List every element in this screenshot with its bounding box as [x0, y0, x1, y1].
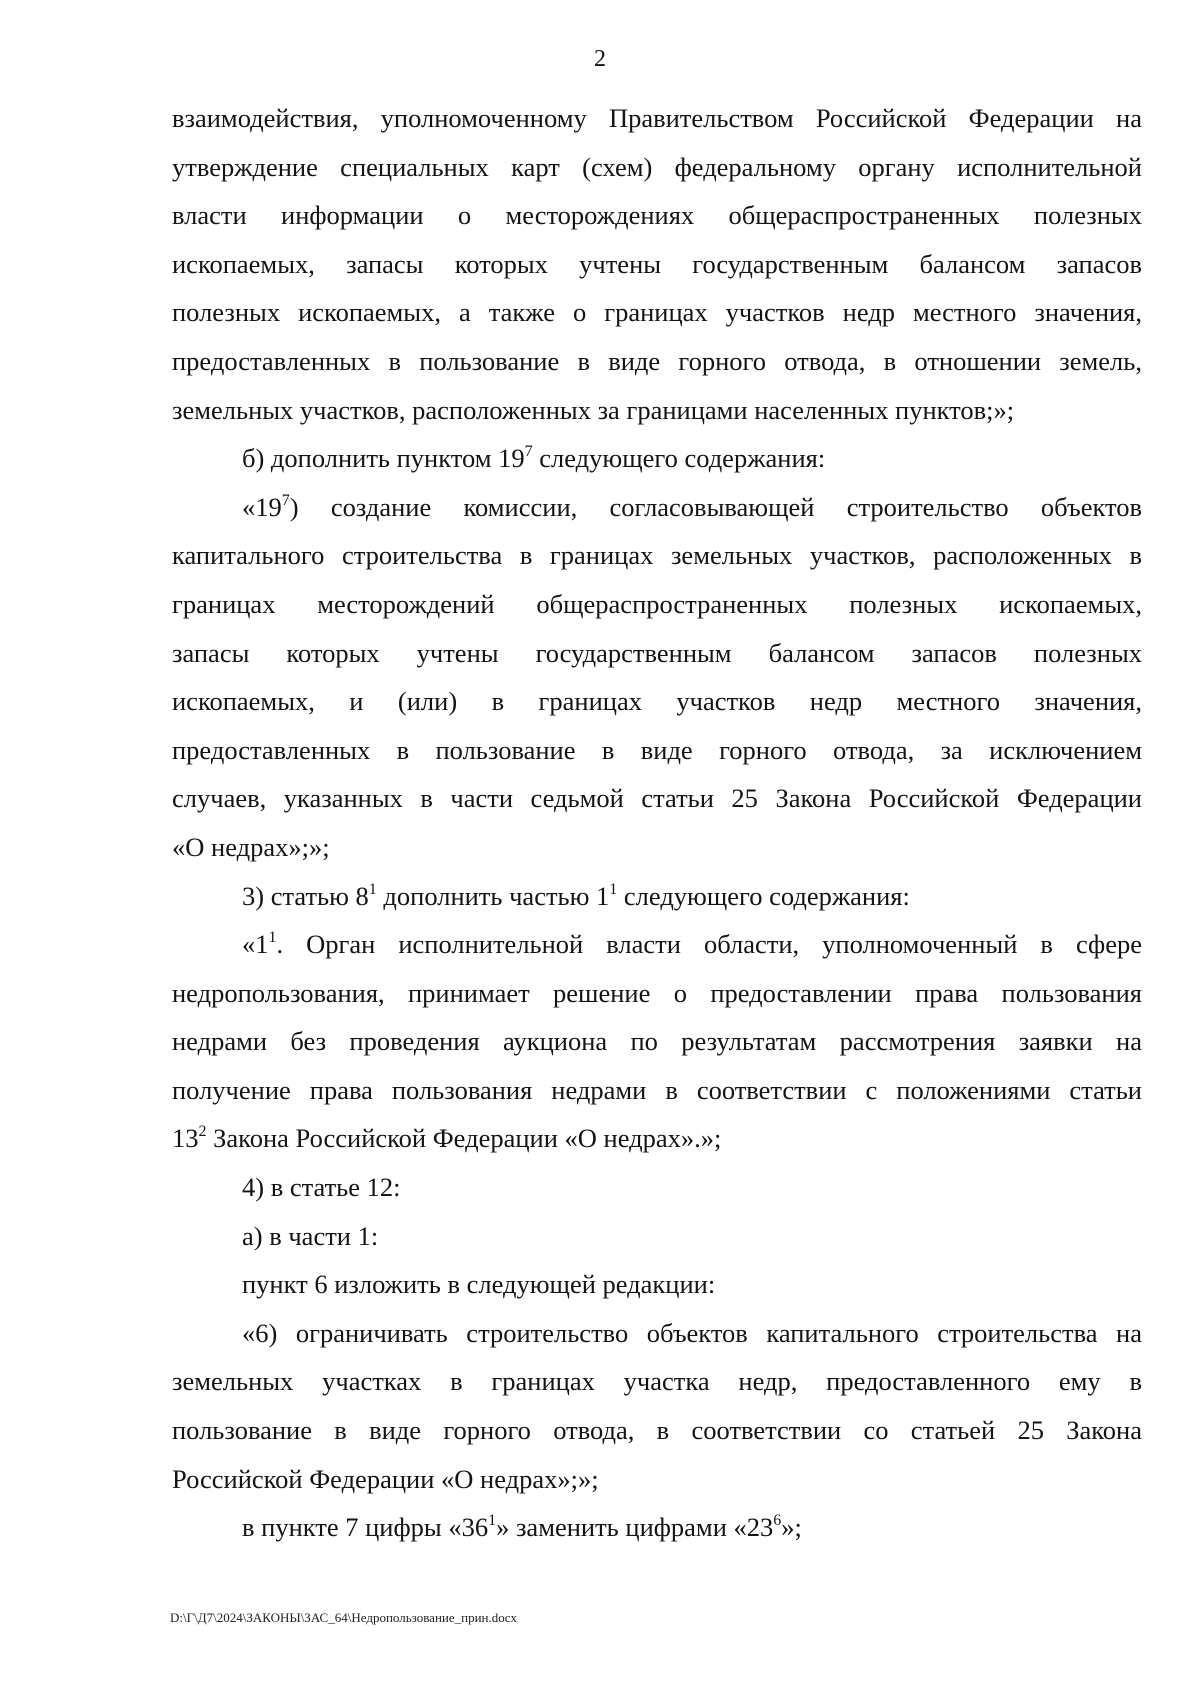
- text-line: ископаемых, и (или) в границах участков недр местного значения,: [172, 686, 1142, 717]
- page-number: 2: [594, 46, 606, 72]
- text-line: $13^2$ Закона Российской Федерации «О недрах».»;: [172, 1123, 722, 1154]
- text-line: «О недрах»;»;: [172, 831, 330, 862]
- text-line: недрами без проведения аукциона по результатам рассмотрения заявки на: [172, 1026, 1142, 1057]
- text-line: «$1^1$. Орган исполнительной власти области, уполномоченный в сфере: [242, 929, 1142, 960]
- item-3-text: [172, 920, 1142, 1163]
- text-line: предоставленных в пользование в виде горного отвода, в отношении земель,: [172, 345, 1142, 376]
- document-body: [172, 94, 1142, 1552]
- item-4a-heading: а) в части 1:: [242, 1220, 379, 1251]
- text-line: пользование в виде горного отвода, в соответствии со статьей 25 Закона: [172, 1415, 1142, 1446]
- item-b-heading: б) дополнить пунктом $19^7$ следующего содержания:: [242, 443, 826, 474]
- item-3-heading: 3) статью $8^1$ дополнить частью $1^1$ следующего содержания:: [242, 880, 910, 911]
- text-line: границах месторождений общераспространенных полезных ископаемых,: [172, 588, 1142, 619]
- text-line: предоставленных в пользование в виде горного отвода, за исключением: [172, 734, 1142, 765]
- text-line: земельных участках в границах участка недр, предоставленного ему в: [172, 1366, 1142, 1397]
- text-line: власти информации о месторождениях общераспространенных полезных: [172, 200, 1142, 231]
- text-line: капитального строительства в границах земельных участков, расположенных в: [172, 540, 1142, 571]
- text-line: ископаемых, запасы которых учтены государственным балансом запасов: [172, 248, 1142, 279]
- item-4-heading: 4) в статье 12:: [242, 1172, 401, 1203]
- text-line: получение права пользования недрами в соответствии с положениями статьи: [172, 1074, 1142, 1105]
- text-line: Российской Федерации «О недрах»;»;: [172, 1463, 599, 1494]
- text-line: земельных участков, расположенных за границами населенных пунктов;»;: [172, 394, 1015, 425]
- text-line: утверждение специальных карт (схем) федеральному органу исполнительной: [172, 151, 1142, 182]
- text-line: случаев, указанных в части седьмой статьи 25 Закона Российской Федерации: [172, 783, 1142, 814]
- item-7-text: в пункте 7 цифры «$36^1$» заменить цифрами «$23^6$»;: [242, 1512, 802, 1543]
- text-line: недропользования, принимает решение о предоставлении права пользования: [172, 977, 1142, 1008]
- text-line: запасы которых учтены государственным балансом запасов полезных: [172, 637, 1142, 668]
- item-4a-point6: пункт 6 изложить в следующей редакции:: [242, 1269, 716, 1300]
- text-line: взаимодействия, уполномоченному Правительством Российской Федерации на: [172, 103, 1142, 133]
- text-line: «$19^7$) создание комиссии, согласовывающей строительство объектов: [242, 491, 1142, 522]
- text-line: «6) ограничивать строительство объектов капитального строительства на: [242, 1317, 1142, 1348]
- paragraph-continuation: [172, 94, 1142, 434]
- item-b-text: [172, 483, 1142, 872]
- item-6-text: [172, 1309, 1142, 1503]
- file-path-footer: D:\Г\Д7\2024\ЗАКОНЫ\ЗАС_64\Недропользование_прин.docx: [170, 1610, 518, 1625]
- text-line: полезных ископаемых, а также о границах участков недр местного значения,: [172, 297, 1142, 328]
